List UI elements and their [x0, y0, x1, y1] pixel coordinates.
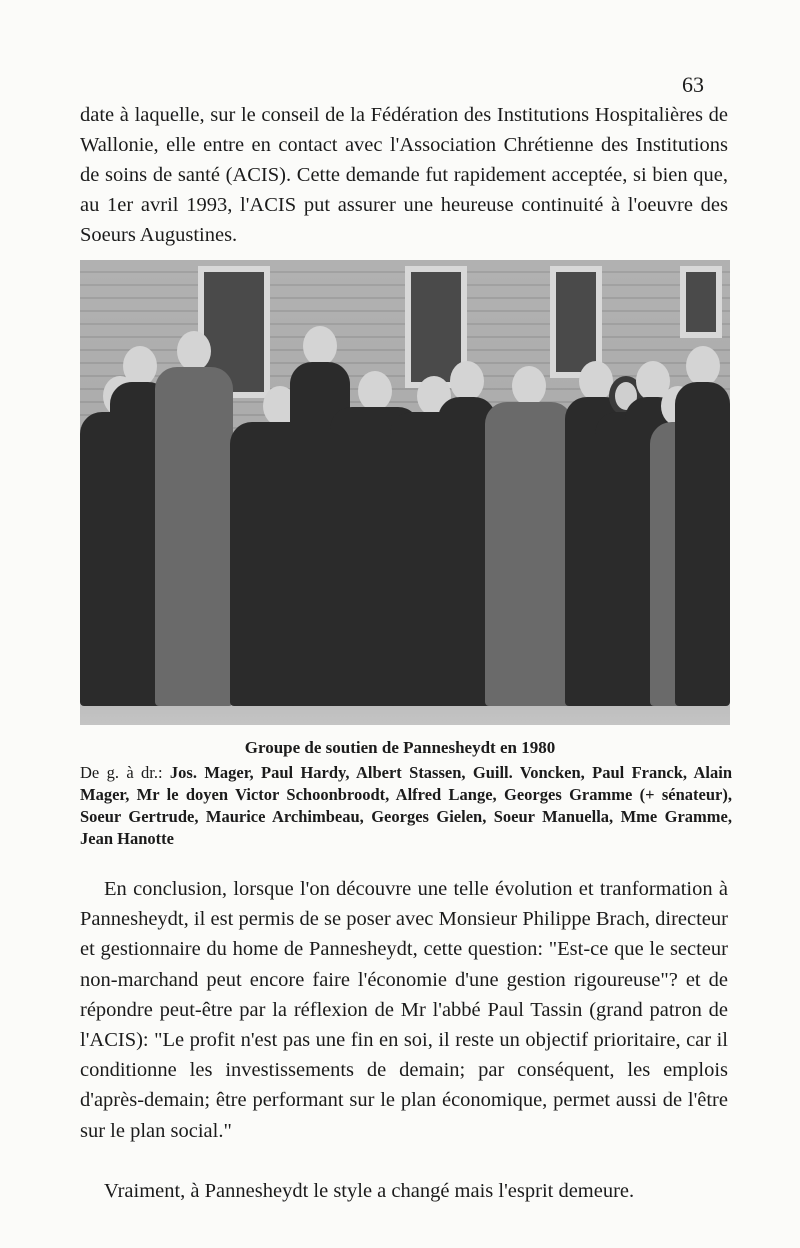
page-number: 63	[682, 72, 704, 97]
photo-person	[675, 346, 730, 706]
photo-person	[155, 331, 233, 706]
photo-caption-title: Groupe de soutien de Pannesheydt en 1980	[244, 738, 556, 757]
caption-prefix: De g. à dr.:	[80, 763, 163, 782]
caption-name-list: Jos. Mager, Paul Hardy, Albert Stassen, Guill. Voncken, Paul Franck, Alain Mager, Mr le doyen Victor Schoonbroodt, Alfred Lange, Georges Gramme (+ sénateur), Soeur Gertrude, Maurice Archimbeau, Georges Gielen, Soeur Manuella, Mme Gramme, Jean Hanotte	[80, 763, 733, 848]
final-paragraph: Vraiment, à Pannesheydt le style a changé mais l'esprit demeure.	[104, 1180, 635, 1202]
photo-caption-names	[80, 762, 732, 850]
photo-window	[680, 266, 722, 338]
conclusion-paragraph: En conclusion, lorsque l'on découvre une telle évolution et tranformation à Pannesheydt, il est permis de se poser avec Monsieur Philippe Brach, directeur et gestionnaire du home de Pannesheydt, cette question: "Est-ce que le secteur non-marchand peut encore faire l'économie d'une gestion rigoureuse"? et de répondre peut-être par la réflexion de Mr l'abbé Paul Tassin (grand patron de l'ACIS): "Le profit n'est pas une fin en soi, il reste un objectif prioritaire, car il conditionne les investissements de demain; par conséquent, les emplois d'après-demain; être performant sur le plan économique, permet aussi de l'être sur le plan social."	[80, 878, 728, 1142]
photo-person	[485, 366, 573, 706]
intro-paragraph: date à laquelle, sur le conseil de la Fédération des Institutions Hospitalières de Wallonie, elle entre en contact avec l'Association Chrétienne des Institutions de soins de santé (ACIS). Cette demande fut rapidement acceptée, si bien que, au 1er avril 1993, l'ACIS put assurer une heureuse continuité à l'oeuvre des Soeurs Augustines.	[80, 104, 728, 246]
group-photo	[80, 260, 730, 725]
